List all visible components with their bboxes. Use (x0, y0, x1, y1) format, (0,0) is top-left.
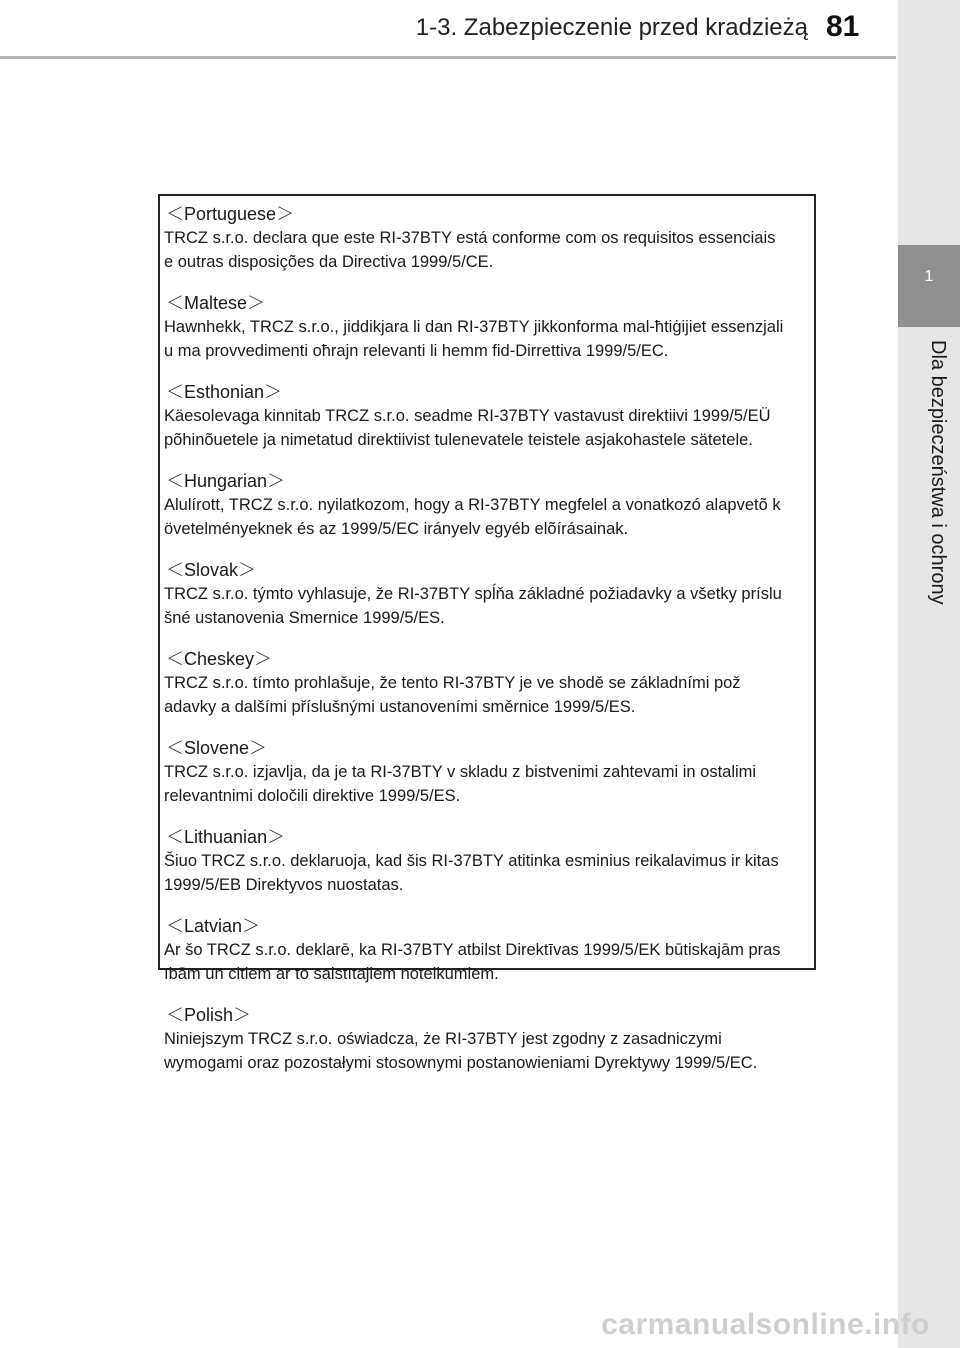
declaration-line: Hawnhekk, TRCZ s.r.o., jiddikjara li dan RI-37BTY jikkonforma mal-ħtiġijiet essenzjali (164, 318, 784, 336)
language-heading: ＜Slovak＞ (166, 560, 257, 580)
declaration-line: Käesolevaga kinnitab TRCZ s.r.o. seadme RI-37BTY vastavust direktiivi 1999/5/EÜ (164, 407, 771, 425)
declaration-line: övetelményeknek és az 1999/5/EC irányelv egyéb elõírásainak. (164, 520, 629, 538)
declaration-text (164, 1027, 814, 1075)
declaration-line: u ma provvedimenti oħrajn relevanti li hemm fid-Dirrettiva 1999/5/EC. (164, 342, 669, 360)
declaration-entry-lithuanian (164, 825, 814, 897)
chapter-tab: 1 (898, 245, 960, 327)
page-header-title: 1-3. Zabezpieczenie przed kradzieżą (415, 14, 808, 41)
language-heading: ＜Lithuanian＞ (166, 827, 286, 847)
declaration-entry-hungarian (164, 469, 814, 541)
language-heading: ＜Slovene＞ (166, 738, 268, 758)
declaration-text (164, 760, 814, 808)
declaration-text (164, 849, 814, 897)
declaration-line: Šiuo TRCZ s.r.o. deklaruoja, kad šis RI-37BTY atitinka esminius reikalavimus ir kitas (164, 852, 779, 870)
declaration-line: šné ustanovenia Smernice 1999/5/ES. (164, 609, 445, 627)
language-heading: ＜Latvian＞ (166, 916, 261, 936)
declaration-entry-polish (164, 1003, 814, 1075)
declaration-line: Ar šo TRCZ s.r.o. deklarē, ka RI-37BTY atbilst Direktīvas 1999/5/EK būtiskajām pras (164, 941, 781, 959)
declaration-line: TRCZ s.r.o. týmto vyhlasuje, že RI-37BTY spĺňa základné požiadavky a všetky príslu (164, 585, 782, 603)
declaration-line: relevantnimi določili direktive 1999/5/ES. (164, 787, 461, 805)
declaration-line: e outras disposições da Directiva 1999/5/CE. (164, 253, 494, 271)
declaration-entry-slovene (164, 736, 814, 808)
language-heading: ＜Polish＞ (166, 1005, 252, 1025)
language-heading: ＜Esthonian＞ (166, 382, 283, 402)
declaration-line: TRCZ s.r.o. izjavlja, da je ta RI-37BTY v skladu z bistvenimi zahtevami in ostalimi (164, 763, 757, 781)
declaration-entry-cheskey (164, 647, 814, 719)
declaration-entry-latvian (164, 914, 814, 986)
language-heading: ＜Cheskey＞ (166, 649, 273, 669)
declaration-line: põhinõuetele ja nimetatud direktiivist tulenevatele teistele asjakohastele sätetele. (164, 431, 753, 449)
declaration-entry-maltese (164, 291, 814, 363)
declaration-box (158, 194, 816, 1072)
declaration-line: TRCZ s.r.o. tímto prohlašuje, že tento RI-37BTY je ve shodě se základními pož (164, 674, 741, 692)
language-heading: ＜Hungarian＞ (166, 471, 286, 491)
declaration-entry-esthonian (164, 380, 814, 452)
language-heading: ＜Maltese＞ (166, 293, 266, 313)
declaration-text (164, 493, 814, 541)
declaration-text (164, 315, 814, 363)
declaration-entry-portuguese (164, 202, 814, 274)
page-number: 81 (826, 10, 860, 43)
site-watermark: carmanualsonline.info (601, 1308, 930, 1341)
declaration-text (164, 671, 814, 719)
side-index-strip (898, 0, 960, 1348)
declaration-line: TRCZ s.r.o. declara que este RI-37BTY está conforme com os requisitos essenciais (164, 229, 776, 247)
header-divider (0, 56, 896, 59)
declaration-text (164, 404, 814, 452)
chapter-side-label: Dla bezpieczeństwa i ochrony (927, 340, 949, 605)
declaration-line: adavky a dalšími příslušnými ustanoveními směrnice 1999/5/ES. (164, 698, 636, 716)
declaration-text (164, 226, 814, 274)
declaration-line: 1999/5/EB Direktyvos nuostatas. (164, 876, 404, 894)
declaration-text (164, 938, 814, 986)
declaration-text (164, 582, 814, 630)
declaration-entry-slovak (164, 558, 814, 630)
declaration-line: Alulírott, TRCZ s.r.o. nyilatkozom, hogy a RI-37BTY megfelel a vonatkozó alapvetõ k (164, 496, 781, 514)
declaration-line: ībām un citiem ar to saistītajiem noteikumiem. (164, 965, 499, 983)
language-heading: ＜Portuguese＞ (166, 204, 295, 224)
declaration-line: wymogami oraz pozostałymi stosownymi postanowieniami Dyrektywy 1999/5/EC. (164, 1054, 758, 1072)
declaration-line: Niniejszym TRCZ s.r.o. oświadcza, że RI-37BTY jest zgodny z zasadniczymi (164, 1030, 722, 1048)
